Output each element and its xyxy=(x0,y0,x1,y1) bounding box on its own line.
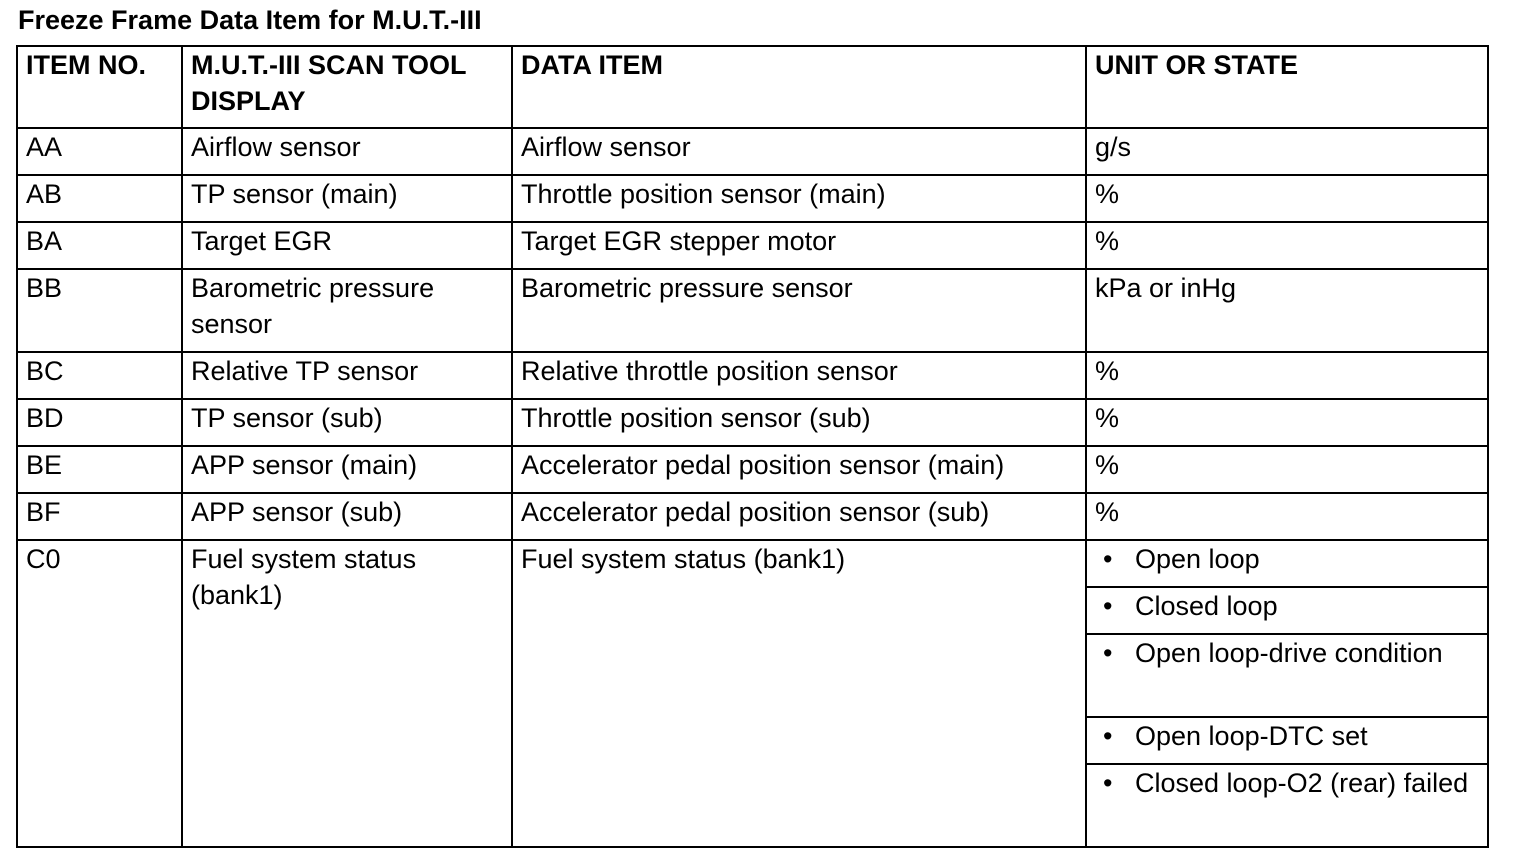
table-row xyxy=(17,128,1488,175)
cell-data-item: Fuel system status (bank1) xyxy=(512,540,1086,847)
cell-unit: % xyxy=(1086,222,1488,269)
cell-unit: g/s xyxy=(1086,128,1488,175)
cell-data-item: Accelerator pedal position sensor (main) xyxy=(512,446,1086,493)
table-row xyxy=(17,446,1488,493)
table-row xyxy=(17,175,1488,222)
table-row xyxy=(17,540,1488,587)
cell-unit: % xyxy=(1086,446,1488,493)
cell-item-no: AB xyxy=(17,175,182,222)
cell-display: APP sensor (sub) xyxy=(182,493,512,540)
cell-display: Barometric pressure sensor xyxy=(182,269,512,352)
state-label: Closed loop xyxy=(1135,591,1278,621)
cell-item-no: BB xyxy=(17,269,182,352)
cell-item-no: BE xyxy=(17,446,182,493)
cell-item-no: BA xyxy=(17,222,182,269)
cell-unit: % xyxy=(1086,399,1488,446)
cell-item-no: C0 xyxy=(17,540,182,847)
cell-display: Relative TP sensor xyxy=(182,352,512,399)
cell-data-item: Target EGR stepper motor xyxy=(512,222,1086,269)
cell-display: TP sensor (sub) xyxy=(182,399,512,446)
cell-unit: kPa or inHg xyxy=(1086,269,1488,352)
table-row xyxy=(17,493,1488,540)
cell-display: APP sensor (main) xyxy=(182,446,512,493)
cell-display: Fuel system status (bank1) xyxy=(182,540,512,847)
cell-unit: % xyxy=(1086,352,1488,399)
cell-data-item: Barometric pressure sensor xyxy=(512,269,1086,352)
header-data-item: DATA ITEM xyxy=(512,46,1086,128)
header-item-no: ITEM NO. xyxy=(17,46,182,128)
cell-item-no: AA xyxy=(17,128,182,175)
cell-display: TP sensor (main) xyxy=(182,175,512,222)
state-label: Open loop-DTC set xyxy=(1135,721,1368,751)
page-title: Freeze Frame Data Item for M.U.T.-III xyxy=(18,5,482,35)
state-label: Open loop-drive condition xyxy=(1135,638,1443,668)
table-header-row xyxy=(17,46,1488,128)
state-list-item xyxy=(1086,634,1488,717)
freeze-frame-table xyxy=(16,45,1489,848)
header-scan-tool-display: M.U.T.-III SCAN TOOL DISPLAY xyxy=(182,46,512,128)
cell-data-item: Accelerator pedal position sensor (sub) xyxy=(512,493,1086,540)
state-list-item xyxy=(1086,587,1488,634)
table-row xyxy=(17,352,1488,399)
cell-display: Target EGR xyxy=(182,222,512,269)
cell-data-item: Throttle position sensor (sub) xyxy=(512,399,1086,446)
table-row xyxy=(17,399,1488,446)
state-label: Closed loop-O2 (rear) failed xyxy=(1135,768,1469,798)
bullet-icon: • xyxy=(1103,638,1113,668)
state-list-item xyxy=(1086,540,1488,587)
state-list-item xyxy=(1086,764,1488,847)
bullet-icon: • xyxy=(1103,768,1113,798)
cell-unit: % xyxy=(1086,175,1488,222)
header-unit-or-state: UNIT OR STATE xyxy=(1086,46,1488,128)
cell-data-item: Throttle position sensor (main) xyxy=(512,175,1086,222)
state-label: Open loop xyxy=(1135,544,1260,574)
cell-item-no: BC xyxy=(17,352,182,399)
cell-unit: % xyxy=(1086,493,1488,540)
cell-data-item: Relative throttle position sensor xyxy=(512,352,1086,399)
cell-item-no: BF xyxy=(17,493,182,540)
bullet-icon: • xyxy=(1103,721,1113,751)
cell-display: Airflow sensor xyxy=(182,128,512,175)
cell-item-no: BD xyxy=(17,399,182,446)
cell-data-item: Airflow sensor xyxy=(512,128,1086,175)
state-list-item xyxy=(1086,717,1488,764)
table-row xyxy=(17,222,1488,269)
bullet-icon: • xyxy=(1103,544,1113,574)
bullet-icon: • xyxy=(1103,591,1113,621)
table-row xyxy=(17,269,1488,352)
